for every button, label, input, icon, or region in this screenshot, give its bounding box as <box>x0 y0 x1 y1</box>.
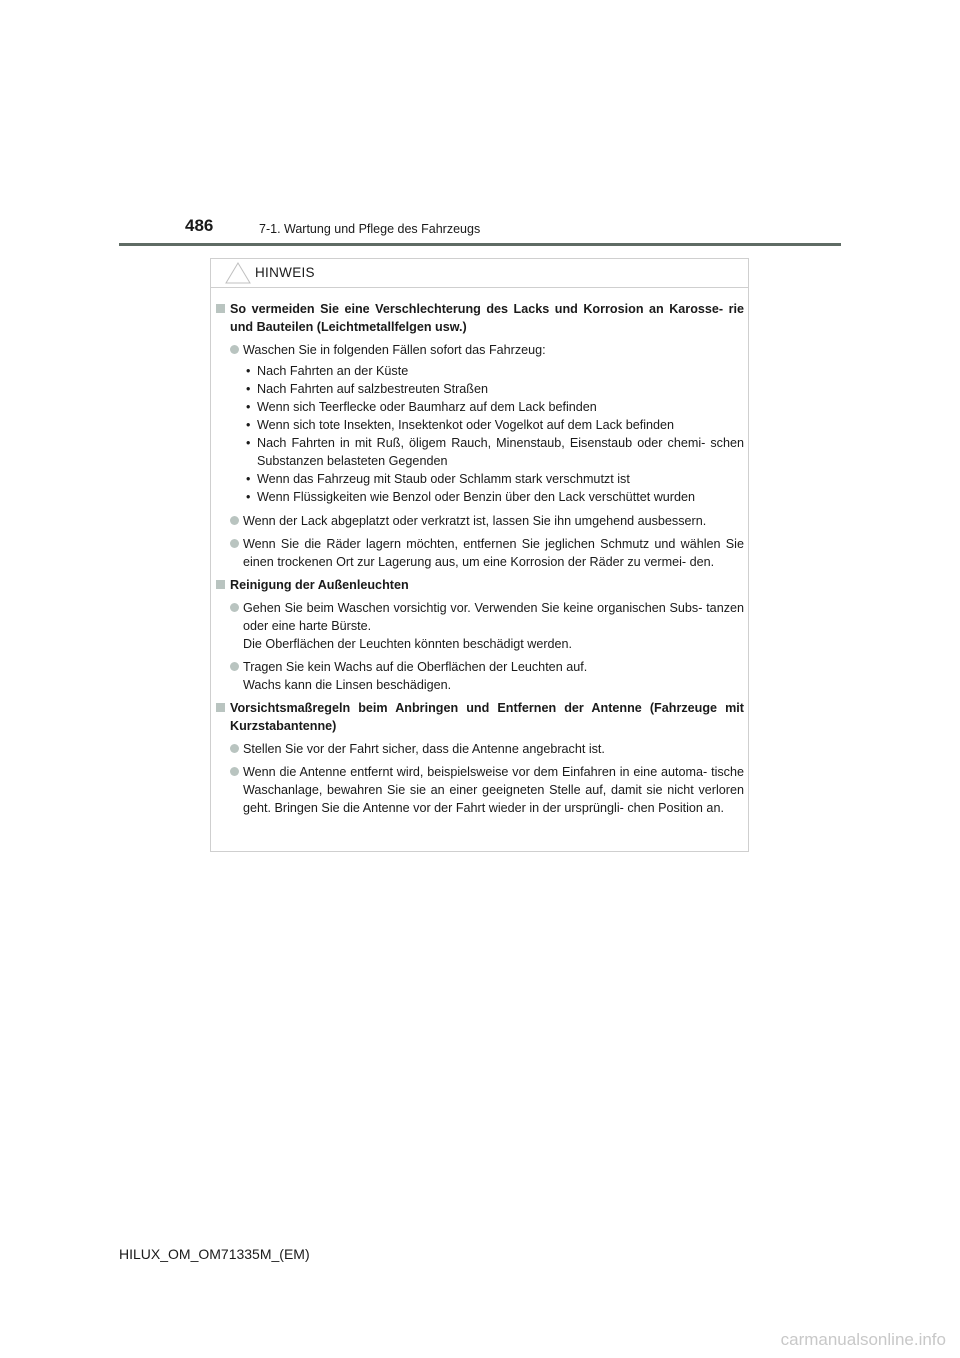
bullet-item <box>216 763 744 817</box>
bullet-item <box>216 535 744 571</box>
notice-box <box>210 258 749 852</box>
dot-bullet-icon: • <box>246 382 251 396</box>
bullet-text-continuation: Die Oberflächen der Leuchten könnten beschädigt werden. <box>243 637 573 651</box>
dot-bullet-icon: • <box>246 400 251 414</box>
circle-bullet-icon <box>230 345 239 354</box>
sub-item-text: Nach Fahrten in mit Ruß, öligem Rauch, Minenstaub, Eisenstaub oder chemi- schen Substanzen belasteten Gegenden <box>257 436 744 468</box>
sub-item <box>216 470 744 488</box>
sub-item-text: Nach Fahrten an der Küste <box>257 364 409 378</box>
circle-bullet-icon <box>230 767 239 776</box>
bullet-text: Wenn der Lack abgeplatzt oder verkratzt ist, lassen Sie ihn umgehend ausbessern. <box>243 514 707 528</box>
sub-item <box>216 416 744 434</box>
bullet-text-continuation: Wachs kann die Linsen beschädigen. <box>243 678 452 692</box>
dot-bullet-icon: • <box>246 490 251 504</box>
circle-bullet-icon <box>230 539 239 548</box>
circle-bullet-icon <box>230 603 239 612</box>
sub-item <box>216 488 744 506</box>
sub-item-text: Wenn sich Teerflecke oder Baumharz auf dem Lack befinden <box>257 400 597 414</box>
bullet-text: Stellen Sie vor der Fahrt sicher, dass die Antenne angebracht ist. <box>243 742 605 756</box>
sub-list <box>216 362 744 506</box>
bullet-text: Tragen Sie kein Wachs auf die Oberflächen der Leuchten auf. <box>243 660 588 674</box>
page-number: 486 <box>185 216 214 235</box>
sub-item <box>216 362 744 380</box>
section-heading-antenna <box>216 699 744 735</box>
sub-item <box>216 380 744 398</box>
heading-text: Vorsichtsmaßregeln beim Anbringen und Entfernen der Antenne (Fahrzeuge mit Kurzstabantenne) <box>230 701 744 733</box>
section-title: 7-1. Wartung und Pflege des Fahrzeugs <box>259 222 481 236</box>
circle-bullet-icon <box>230 516 239 525</box>
dot-bullet-icon: • <box>246 364 251 378</box>
sub-item-text: Wenn das Fahrzeug mit Staub oder Schlamm stark verschmutzt ist <box>257 472 630 486</box>
bullet-item <box>216 341 744 506</box>
watermark: carmanualsonline.info <box>780 1330 946 1349</box>
notice-content <box>216 300 744 822</box>
sub-item <box>216 434 744 470</box>
sub-item-text: Nach Fahrten auf salzbestreuten Straßen <box>257 382 489 396</box>
notice-header <box>211 259 748 288</box>
bullet-item <box>216 740 744 758</box>
circle-bullet-icon <box>230 744 239 753</box>
square-bullet-icon <box>216 304 225 313</box>
circle-bullet-icon <box>230 662 239 671</box>
square-bullet-icon <box>216 703 225 712</box>
bullet-text: Waschen Sie in folgenden Fällen sofort das Fahrzeug: <box>243 343 546 357</box>
notice-label: HINWEIS <box>255 265 315 280</box>
sub-item <box>216 398 744 416</box>
heading-text: So vermeiden Sie eine Verschlechterung des Lacks und Korrosion an Karosse- rie und Bauteilen (Leichtmetallfelgen usw.) <box>230 302 744 334</box>
dot-bullet-icon: • <box>246 436 251 450</box>
sub-item-text: Wenn Flüssigkeiten wie Benzol oder Benzin über den Lack verschüttet wurden <box>257 490 695 504</box>
bullet-item <box>216 512 744 530</box>
warning-triangle-icon <box>225 262 251 284</box>
dot-bullet-icon: • <box>246 472 251 486</box>
sub-item-text: Wenn sich tote Insekten, Insektenkot oder Vogelkot auf dem Lack befinden <box>257 418 675 432</box>
bullet-item <box>216 658 744 694</box>
section-heading-paint <box>216 300 744 336</box>
square-bullet-icon <box>216 580 225 589</box>
section-heading-lights <box>216 576 744 594</box>
document-code: HILUX_OM_OM71335M_(EM) <box>119 1246 310 1262</box>
dot-bullet-icon: • <box>246 418 251 432</box>
bullet-text: Wenn die Antenne entfernt wird, beispielsweise vor dem Einfahren in eine automa- tische Waschanlage, bewahren Sie sie an einer geeigneten Stelle auf, damit sie nicht verloren geht. Bringen Sie die Antenne vor der Fahrt wieder in der ursprüngli- chen Position an. <box>243 765 744 815</box>
bullet-text: Wenn Sie die Räder lagern möchten, entfernen Sie jeglichen Schmutz und wählen Sie einen trockenen Ort zur Lagerung aus, um eine Korrosion der Räder zu vermei- den. <box>243 537 744 569</box>
header-rule <box>119 243 841 246</box>
bullet-text: Gehen Sie beim Waschen vorsichtig vor. Verwenden Sie keine organischen Subs- tanzen oder eine harte Bürste. <box>243 601 744 633</box>
bullet-item <box>216 599 744 653</box>
heading-text: Reinigung der Außenleuchten <box>230 578 409 592</box>
